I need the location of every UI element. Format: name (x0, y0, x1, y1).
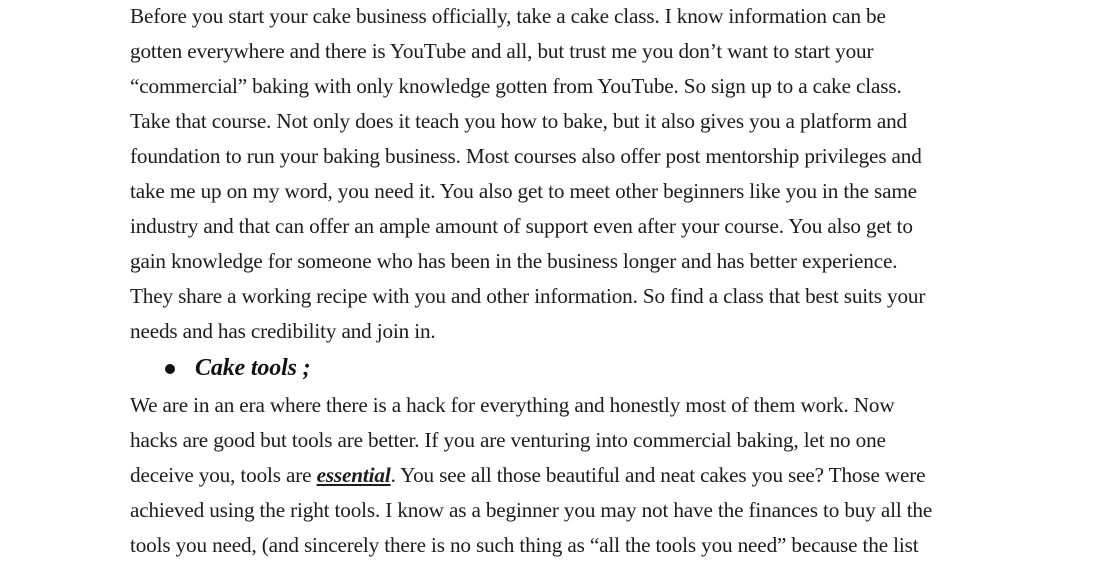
text-line: We are in an era where there is a hack for everything and honestly most of them work. Now (130, 393, 895, 417)
text-fragment: . You see all those beautiful and neat cakes you see? Those were (390, 463, 926, 487)
emphasis-text: essential (316, 463, 391, 487)
tools-paragraph (130, 388, 990, 563)
text-line (130, 458, 990, 493)
text-line: hacks are good but tools are better. If you are venturing into commercial baking, let no one (130, 428, 886, 452)
bullet-item-cake-tools (165, 349, 990, 388)
text-line: take me up on my word, you need it. You also get to meet other beginners like you in the same (130, 179, 917, 203)
text-line: They share a working recipe with you and other information. So find a class that best suits your (130, 284, 926, 308)
bullet-icon (165, 364, 175, 374)
text-line: achieved using the right tools. I know as a beginner you may not have the finances to buy all the (130, 498, 933, 522)
section-heading: Cake tools ; (195, 355, 311, 381)
intro-paragraph (130, 0, 990, 349)
text-fragment: deceive you, tools are (130, 463, 317, 487)
document-page (130, 0, 990, 563)
text-line: tools you need, (and sincerely there is no such thing as “all the tools you need” because the list (130, 533, 919, 557)
text-line: industry and that can offer an ample amount of support even after your course. You also get to (130, 214, 913, 238)
text-line: Take that course. Not only does it teach you how to bake, but it also gives you a platform and (130, 109, 907, 133)
text-line: “commercial” baking with only knowledge gotten from YouTube. So sign up to a cake class. (130, 74, 902, 98)
text-line: gotten everywhere and there is YouTube and all, but trust me you don’t want to start your (130, 39, 874, 63)
text-line: foundation to run your baking business. Most courses also offer post mentorship privileges and (130, 144, 922, 168)
text-line: gain knowledge for someone who has been in the business longer and has better experience. (130, 249, 898, 273)
text-line: Before you start your cake business officially, take a cake class. I know information can be (130, 4, 886, 28)
text-line: needs and has credibility and join in. (130, 319, 436, 343)
